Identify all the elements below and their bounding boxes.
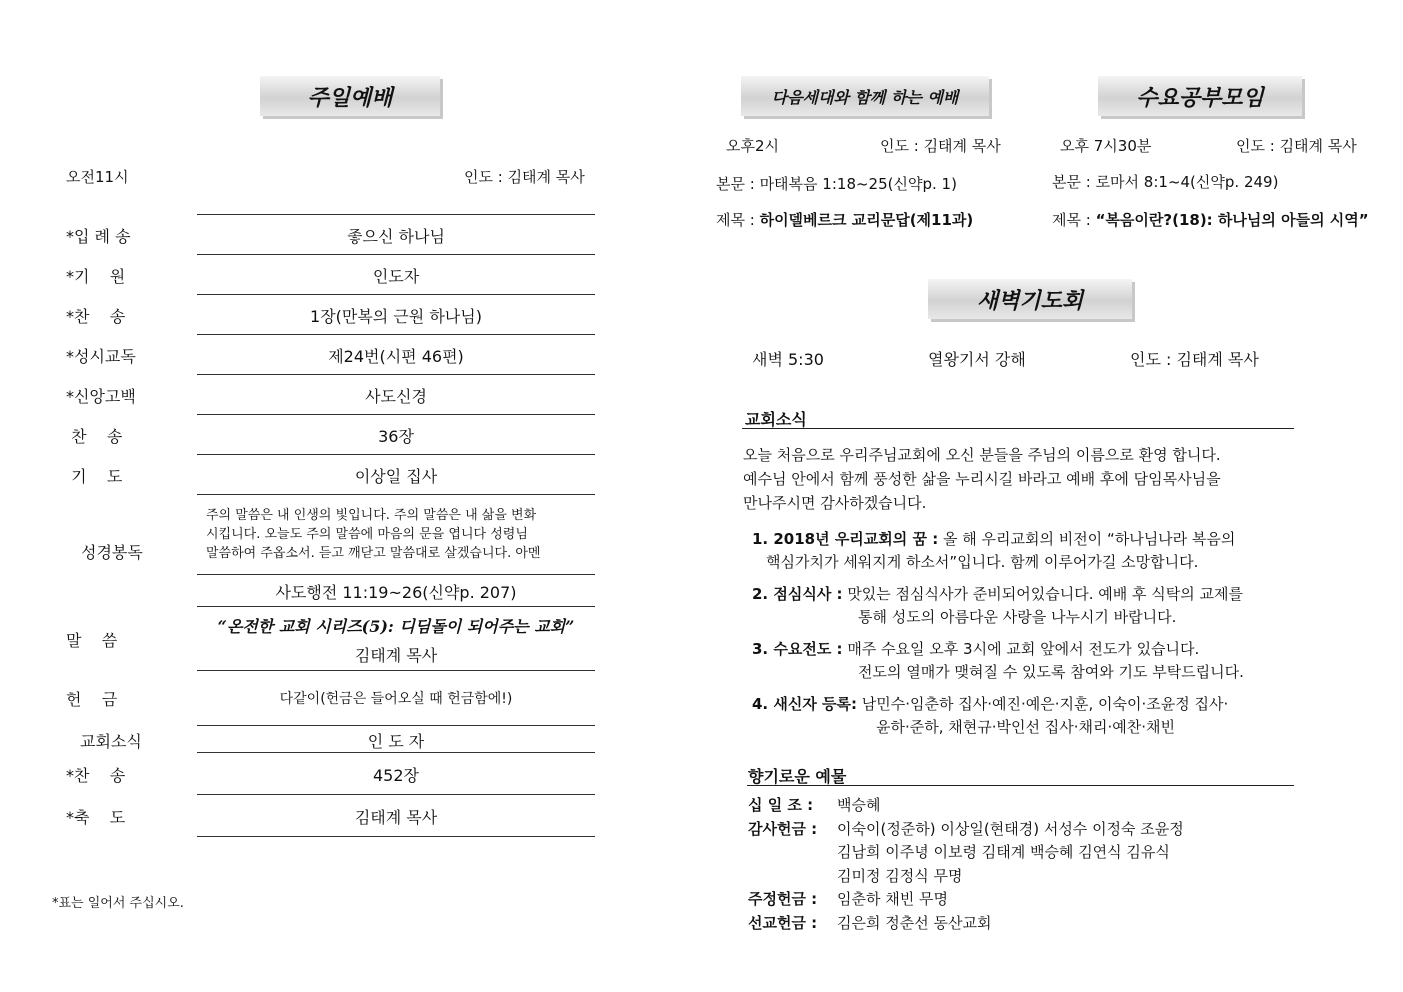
nextgen-subject-label: 제목 : xyxy=(716,211,760,229)
sunday-title: 주일예배 xyxy=(307,84,393,111)
dawn-content: 열왕기서 강해 xyxy=(928,350,1026,369)
offering-row-names: 이숙이(정준하) 이상일(현태경) 서성수 이정숙 조윤정 xyxy=(837,819,1184,838)
sunday-leader: 인도 : 김태계 목사 xyxy=(464,168,585,186)
order-value: 사도신경 xyxy=(365,387,427,406)
nextgen-subject-row xyxy=(716,209,973,230)
news-item-head: 1. 2018년 우리교회의 꿈 : xyxy=(752,530,939,548)
reading-prayer xyxy=(206,506,590,563)
news-item xyxy=(752,693,1228,739)
dawn-title: 새벽기도회 xyxy=(976,287,1084,314)
nextgen-title: 다음세대와 함께 하는 예배 xyxy=(771,87,959,107)
wednesday-title: 수요공부모임 xyxy=(1136,84,1264,111)
order-label: 기 도 xyxy=(66,467,123,486)
offering-row-names: 김미정 김정식 무명 xyxy=(837,866,963,885)
sermon-preacher: 김태계 목사 xyxy=(354,646,438,665)
order-label: *신앙고백 xyxy=(66,387,136,406)
blessing-value: 김태계 목사 xyxy=(354,808,438,827)
divider xyxy=(197,254,595,255)
divider xyxy=(197,294,595,295)
divider xyxy=(197,214,595,215)
offering-label: 헌 금 xyxy=(66,690,118,709)
news-item-text: 맛있는 점심식사가 준비되어있습니다. 예배 후 식탁의 교제를 xyxy=(842,585,1243,603)
offering-row-label: 감사헌금 : xyxy=(748,819,818,838)
nextgen-text: 본문 : 마태복음 1:18~25(신약p. 1) xyxy=(716,175,957,193)
nextgen-time: 오후2시 xyxy=(726,137,780,155)
divider xyxy=(197,670,595,671)
offering-row-names: 김남희 이주녕 이보령 김태계 백승혜 김연식 김유식 xyxy=(837,843,1170,861)
order-value: 1장(만복의 근원 하나님) xyxy=(310,307,482,326)
order-label: *성시교독 xyxy=(66,347,136,366)
wednesday-title-box xyxy=(1098,76,1302,116)
order-value: 좋으신 하나님 xyxy=(347,227,445,246)
offering-row-names: 임춘하 채빈 무명 xyxy=(837,890,948,908)
intro-line: 만나주시면 감사하겠습니다. xyxy=(743,494,927,512)
offerings-title: 향기로운 예물 xyxy=(748,767,847,786)
news-item-text: 매주 수요일 오후 3시에 교회 앞에서 전도가 있습니다. xyxy=(842,640,1200,658)
offering-row-names: 백승혜 xyxy=(837,796,881,814)
reading-prayer-line: 말씀하여 주옵소서. 듣고 깨닫고 말씀대로 살겠습니다. 아멘 xyxy=(206,546,541,561)
sermon-label: 말 씀 xyxy=(66,631,118,650)
news-item-head: 4. 새신자 등록: xyxy=(752,695,858,713)
nextgen-subject: 하이델베르크 교리문답(제11과) xyxy=(759,211,974,229)
wednesday-subject: “복음이란?(18): 하나님의 아들의 시역” xyxy=(1095,211,1369,229)
order-value: 이상일 집사 xyxy=(354,467,438,486)
church-news-title: 교회소식 xyxy=(745,410,807,429)
news-item-text: 윤하·준하, 채현규·박인선 집사·채리·예찬·채빈 xyxy=(876,718,1175,736)
offering-row-label: 선교헌금 : xyxy=(748,913,818,932)
divider xyxy=(197,606,595,607)
divider xyxy=(197,574,595,575)
divider xyxy=(197,794,595,795)
news-label: 교회소식 xyxy=(80,732,142,751)
divider xyxy=(197,725,595,726)
sunday-time: 오전11시 xyxy=(66,168,129,186)
nextgen-leader: 인도 : 김태계 목사 xyxy=(880,137,1001,155)
nextgen-title-box xyxy=(741,76,989,116)
dawn-title-box xyxy=(928,279,1132,319)
order-label: *입 례 송 xyxy=(66,227,131,246)
offering-value: 다같이(헌금은 들어오실 때 헌금함에!) xyxy=(279,691,513,707)
wednesday-text: 본문 : 로마서 8:1~4(신약p. 249) xyxy=(1052,173,1279,191)
reading-prayer-line: 시킵니다. 오늘도 주의 말씀에 마음의 문을 엽니다 성령님 xyxy=(206,527,528,542)
blessing-label: *축 도 xyxy=(66,808,126,827)
news-item xyxy=(752,528,1235,574)
news-item-text: 남민수·임춘하 집사·예진·예은·지훈, 이숙이·조윤정 집사· xyxy=(857,695,1229,713)
offerings-list xyxy=(748,794,1184,935)
order-label: 찬 송 xyxy=(66,427,123,446)
news-item-text: 올 해 우리교회의 비전이 “하나님나라 복음의 xyxy=(938,530,1236,548)
wednesday-subject-row xyxy=(1052,209,1369,230)
offering-row-label: 주정헌금 : xyxy=(748,890,818,908)
church-news-underline xyxy=(742,428,1294,429)
dawn-time: 새벽 5:30 xyxy=(752,350,824,369)
news-item-text: 핵심가치가 세워지게 하소서”입니다. 함께 이루어가길 소망합니다. xyxy=(766,553,1199,571)
reading-passage: 사도행전 11:19~26(신약p. 207) xyxy=(275,583,517,602)
wednesday-time: 오후 7시30분 xyxy=(1060,137,1152,155)
order-label: *찬 송 xyxy=(66,307,126,326)
order-value: 36장 xyxy=(378,427,414,446)
news-item-head: 3. 수요전도 : xyxy=(752,640,843,658)
divider xyxy=(197,334,595,335)
offering-row-label: 십 일 조 : xyxy=(748,796,814,814)
news-item xyxy=(752,583,1243,629)
hymn-value: 452장 xyxy=(373,766,419,785)
offerings-underline xyxy=(747,785,1294,786)
intro-line: 오늘 처음으로 우리주님교회에 오신 분들을 주님의 이름으로 환영 합니다. xyxy=(743,446,1221,464)
news-item-text: 전도의 열매가 맺혀질 수 있도록 참여와 기도 부탁드립니다. xyxy=(858,663,1244,681)
news-item-head: 2. 점심식사 : xyxy=(752,585,843,603)
news-item-text: 통해 성도의 아름다운 사랑을 나누시기 바랍니다. xyxy=(858,608,1177,626)
order-value: 제24번(시편 46편) xyxy=(328,347,464,366)
reading-label: 성경봉독 xyxy=(81,543,143,562)
order-label: *기 원 xyxy=(66,267,126,286)
divider xyxy=(197,836,595,837)
sunday-title-box xyxy=(260,76,440,116)
divider xyxy=(197,752,595,753)
divider xyxy=(197,414,595,415)
wednesday-leader: 인도 : 김태계 목사 xyxy=(1236,137,1357,155)
order-value: 인도자 xyxy=(372,267,420,286)
wednesday-subject-label: 제목 : xyxy=(1052,211,1096,229)
hymn-label: *찬 송 xyxy=(66,766,126,785)
offering-row-names: 김은희 정춘선 동산교회 xyxy=(837,913,992,932)
intro-line: 예수님 안에서 함께 풍성한 삶을 누리시길 바라고 예배 후에 담임목사님을 xyxy=(743,470,1221,488)
divider xyxy=(197,454,595,455)
reading-prayer-line: 주의 말씀은 내 인생의 빛입니다. 주의 말씀은 내 삶을 변화 xyxy=(206,508,537,523)
dawn-leader: 인도 : 김태계 목사 xyxy=(1130,350,1259,369)
divider xyxy=(197,494,595,495)
footnote: *표는 일어서 주십시오. xyxy=(52,896,184,911)
church-news-intro xyxy=(743,443,1303,515)
news-item xyxy=(752,638,1244,684)
divider xyxy=(197,374,595,375)
sermon-title: “온전한 교회 시리즈(5): 디딤돌이 되어주는 교회” xyxy=(217,617,575,636)
news-value: 인 도 자 xyxy=(367,732,425,751)
